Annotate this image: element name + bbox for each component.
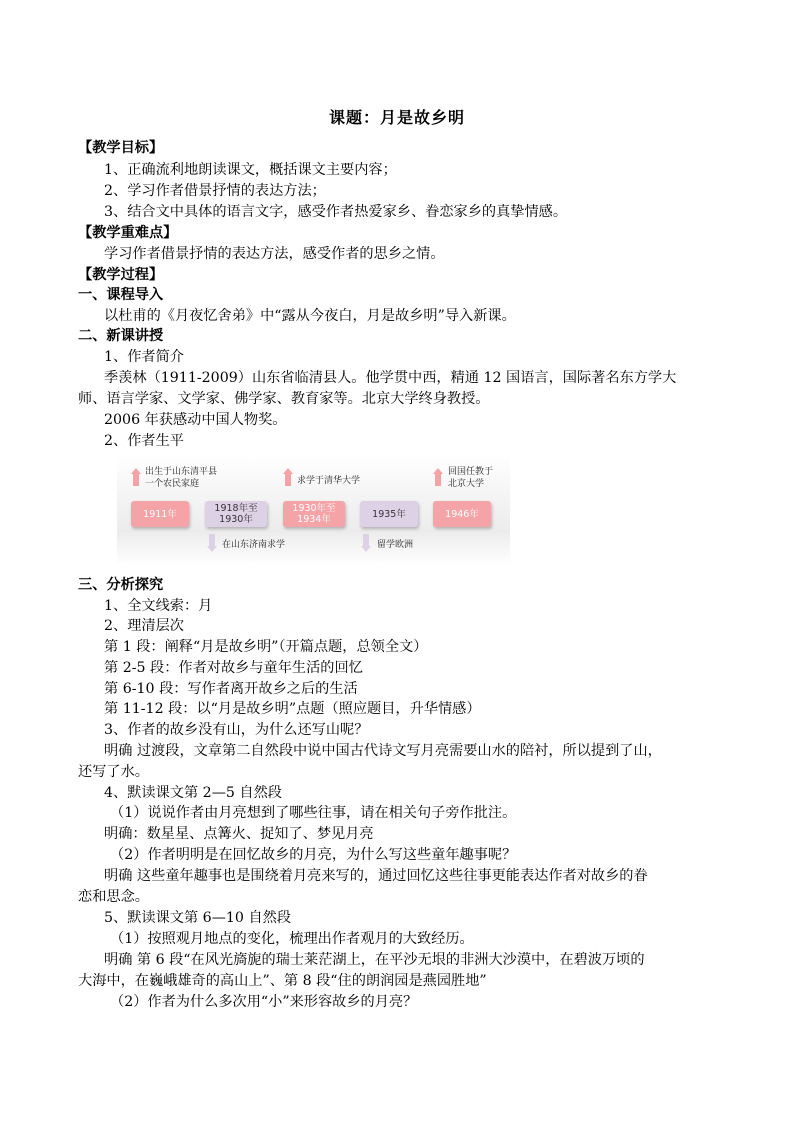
task-4-question-1: （1）说说作者由月亮想到了哪些往事，请在相关句子旁作批注。: [110, 805, 517, 821]
note-peking: 回国任教于 北京大学: [448, 467, 494, 489]
timeline-box-1918-1930: 1918年至 1930年: [205, 501, 267, 527]
timeline-box-1930-1934: 1930年至 1934年: [283, 501, 345, 527]
timeline-box-1911: 1911年: [131, 501, 189, 527]
task-5-question-2: （2）作者为什么多次用“小”来形容故乡的月亮？: [110, 994, 418, 1010]
goal-3: 3、结合文中具体的语言文字，感受作者热爱家乡、眷恋家乡的真挚情感。: [104, 204, 568, 220]
task-4-answer-1: 明确：数星星、点篝火、捉知了、梦见月亮: [104, 826, 374, 842]
note-birth: 出生于山东清平县 一个农民家庭: [145, 467, 218, 489]
note-tsinghua: 求学于清华大学: [297, 476, 361, 486]
question-3: 3、作者的故乡没有山，为什么还写山呢？: [104, 722, 369, 738]
goal-1: 1、正确流利地朗读课文，概括课文主要内容；: [104, 162, 397, 178]
author-intro-line-1: 季羡林（1911-2009）山东省临清县人。他学贯中西，精通 12 国语言，国际著名东方学大: [104, 370, 677, 386]
task-4-answer-2-line-1: 明确 这些童年趣事也是围绕着月亮来写的，通过回忆这些往事更能表达作者对故乡的眷: [104, 868, 648, 884]
arrow-down-icon: [209, 534, 215, 552]
task-4-question-2: （2）作者明明是在回忆故乡的月亮，为什么写这些童年趣事呢？: [110, 847, 517, 863]
structure-heading: 2、理清层次: [104, 618, 184, 634]
arrow-up-icon: [285, 468, 291, 486]
task-5-answer-1-line-1: 明确 第 6 段“在风光旖旎的瑞士莱茫湖上，在平沙无垠的非洲大沙漠中，在碧波万顷的: [104, 952, 645, 968]
section-2-heading: 二、新课讲授: [78, 328, 164, 344]
structure-part-3: 第 6-10 段：写作者离开故乡之后的生活: [104, 681, 358, 697]
heading-goals: 【教学目标】: [78, 140, 164, 156]
task-5-question-1: （1）按照观月地点的变化，梳理出作者观月的大致经历。: [110, 931, 474, 947]
structure-part-4: 第 11-12 段：以“月是故乡明”点题（照应题目，升华情感）: [104, 701, 481, 717]
section-1-text: 以杜甫的《月夜忆舍弟》中“露从今夜白，月是故乡明”导入新课。: [104, 308, 516, 324]
author-life-timeline: [117, 455, 510, 565]
task-5-heading: 5、默读课文第 6—10 自然段: [104, 910, 292, 926]
note-jinan: 在山东济南求学: [222, 540, 286, 550]
key-point-text: 学习作者借景抒情的表达方法，感受作者的思乡之情。: [104, 246, 445, 262]
author-life-heading: 2、作者生平: [104, 433, 184, 449]
timeline-box-1935: 1935年: [360, 501, 418, 527]
section-1-heading: 一、课程导入: [78, 287, 164, 303]
author-award: 2006 年获感动中国人物奖。: [104, 412, 287, 428]
author-intro-heading: 1、作者简介: [104, 349, 184, 365]
goal-2: 2、学习作者借景抒情的表达方法；: [104, 183, 326, 199]
section-3-heading: 三、分析探究: [78, 577, 164, 593]
answer-3-line-1: 明确 过渡段，文章第二自然段中说中国古代诗文写月亮需要山水的陪衬，所以提到了山，: [104, 743, 662, 759]
heading-key-points: 【教学重难点】: [78, 225, 178, 241]
heading-process: 【教学过程】: [78, 267, 164, 283]
structure-part-1: 第 1 段：阐释“月是故乡明”（开篇点题，总领全文）: [104, 639, 428, 655]
task-4-answer-2-line-2: 恋和思念。: [78, 889, 149, 905]
structure-part-2: 第 2-5 段：作者对故乡与童年生活的回忆: [104, 660, 363, 676]
arrow-up-icon: [133, 468, 139, 486]
clue-line: 1、全文线索：月: [104, 598, 213, 614]
task-5-answer-1-line-2: 大海中，在巍峨雄奇的高山上”、第 8 段“住的朗润园是燕园胜地”: [78, 973, 487, 989]
note-europe: 留学欧洲: [377, 540, 414, 550]
page-title: 课题：月是故乡明: [328, 108, 465, 127]
answer-3-line-2: 还写了水。: [78, 764, 149, 780]
author-intro-line-2: 师、语言学家、文学家、佛学家、教育家等。北京大学终身教授。: [78, 391, 490, 407]
arrow-down-icon: [363, 534, 369, 552]
task-4-heading: 4、默读课文第 2—5 自然段: [104, 785, 282, 801]
timeline-box-1946: 1946年: [433, 501, 491, 527]
arrow-up-icon: [435, 468, 441, 486]
